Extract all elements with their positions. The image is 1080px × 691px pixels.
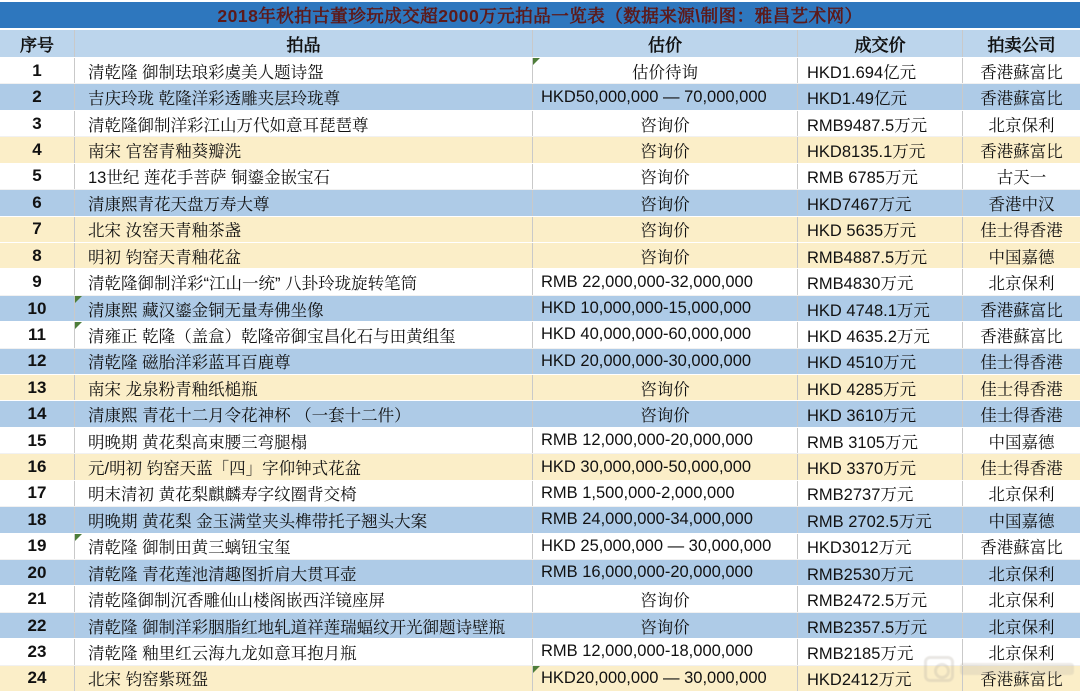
table-row bbox=[0, 428, 1080, 454]
cell-price: RMB 6785万元 bbox=[798, 164, 963, 189]
cell-price: RMB4887.5万元 bbox=[798, 243, 963, 268]
cell-lot: 清乾隆御制洋彩江山万代如意耳琵琶尊 bbox=[75, 111, 533, 136]
cell-price: HKD 4635.2万元 bbox=[798, 322, 963, 347]
cell-lot: 清雍正 乾隆（盖盒）乾隆帝御宝昌化石与田黄组玺 bbox=[75, 322, 533, 347]
cell-house: 香港蘇富比 bbox=[980, 90, 1063, 109]
cell-price: HKD3012万元 bbox=[798, 534, 963, 559]
cell-price: RMB2357.5万元 bbox=[798, 613, 963, 638]
cell-estimate: 咨询价 bbox=[533, 243, 798, 268]
table-body bbox=[0, 58, 1080, 691]
cell-house: 佳士得香港 bbox=[980, 407, 1063, 426]
cell-estimate: HKD 40,000,000-60,000,000 bbox=[533, 322, 798, 347]
table-row bbox=[0, 190, 1080, 216]
table-row bbox=[0, 454, 1080, 480]
cell-estimate: 咨询价 bbox=[533, 164, 798, 189]
cell-estimate: 估价待询 bbox=[533, 58, 798, 83]
cell-no: 16 bbox=[0, 454, 75, 479]
cell-house: 香港中汉 bbox=[988, 195, 1055, 214]
table-row bbox=[0, 111, 1080, 137]
cell-estimate: RMB 16,000,000-20,000,000 bbox=[533, 560, 798, 585]
cell-price: RMB9487.5万元 bbox=[798, 111, 963, 136]
cell-lot: 清乾隆御制洋彩“江山一统” 八卦玲珑旋转笔筒 bbox=[75, 269, 533, 294]
table-row bbox=[0, 243, 1080, 269]
cell-estimate: 咨询价 bbox=[533, 190, 798, 215]
cell-house: 北京保利 bbox=[988, 618, 1055, 637]
cell-estimate: RMB 24,000,000-34,000,000 bbox=[533, 507, 798, 532]
cell-house: 中国嘉德 bbox=[988, 248, 1055, 267]
cell-house: 北京保利 bbox=[988, 592, 1055, 611]
cell-lot: 北宋 钧窑紫斑盌 bbox=[75, 666, 533, 691]
table-header bbox=[0, 30, 1080, 58]
cell-lot: 清乾隆 磁胎洋彩蓝耳百鹿尊 bbox=[75, 349, 533, 374]
cell-estimate: 咨询价 bbox=[533, 613, 798, 638]
cell-no: 14 bbox=[0, 401, 75, 426]
cell-price: HKD 4285万元 bbox=[798, 375, 963, 400]
cell-lot: 北宋 汝窑天青釉茶盏 bbox=[75, 217, 533, 242]
cell-lot: 清乾隆 御制田黄三螭钮宝玺 bbox=[75, 534, 533, 559]
table-row bbox=[0, 613, 1080, 639]
cell-house: 古天一 bbox=[996, 169, 1047, 188]
cell-house: 佳士得香港 bbox=[980, 380, 1063, 399]
cell-price: RMB 2702.5万元 bbox=[798, 507, 963, 532]
table-row bbox=[0, 481, 1080, 507]
cell-no: 11 bbox=[0, 322, 75, 347]
cell-house: 香港蘇富比 bbox=[980, 671, 1063, 690]
cell-price: HKD1.694亿元 bbox=[798, 58, 963, 83]
cell-house: 北京保利 bbox=[988, 275, 1055, 294]
cell-no: 17 bbox=[0, 481, 75, 506]
cell-no: 18 bbox=[0, 507, 75, 532]
cell-estimate: 咨询价 bbox=[533, 401, 798, 426]
cell-price: HKD7467万元 bbox=[798, 190, 963, 215]
cell-house: 香港蘇富比 bbox=[980, 142, 1063, 161]
cell-lot: 清乾隆 青花莲池清趣图折肩大贯耳壶 bbox=[75, 560, 533, 585]
cell-house: 中国嘉德 bbox=[988, 433, 1055, 452]
cell-estimate: HKD50,000,000 — 70,000,000 bbox=[533, 84, 798, 109]
cell-estimate: RMB 12,000,000-20,000,000 bbox=[533, 428, 798, 453]
cell-house: 香港蘇富比 bbox=[980, 327, 1063, 346]
cell-estimate: RMB 12,000,000-18,000,000 bbox=[533, 639, 798, 664]
cell-house: 香港蘇富比 bbox=[980, 301, 1063, 320]
cell-estimate: RMB 22,000,000-32,000,000 bbox=[533, 269, 798, 294]
table-row bbox=[0, 586, 1080, 612]
cell-price: RMB2472.5万元 bbox=[798, 586, 963, 611]
cell-house: 佳士得香港 bbox=[980, 354, 1063, 373]
cell-house: 北京保利 bbox=[988, 116, 1055, 135]
cell-estimate: 咨询价 bbox=[533, 111, 798, 136]
cell-house: 佳士得香港 bbox=[980, 222, 1063, 241]
cell-no: 7 bbox=[0, 217, 75, 242]
cell-lot: 清乾隆 御制洋彩胭脂红地轧道祥莲瑞蝠纹开光御题诗壁瓶 bbox=[75, 613, 533, 638]
table-row bbox=[0, 349, 1080, 375]
cell-no: 4 bbox=[0, 137, 75, 162]
cell-price: HKD1.49亿元 bbox=[798, 84, 963, 109]
cell-price: RMB2737万元 bbox=[798, 481, 963, 506]
table-row bbox=[0, 375, 1080, 401]
cell-lot: 清康熙 青花十二月令花神杯 （一套十二件） bbox=[75, 401, 533, 426]
table-row bbox=[0, 322, 1080, 348]
cell-price: HKD 5635万元 bbox=[798, 217, 963, 242]
cell-lot: 清康熙青花天盘万寿大尊 bbox=[75, 190, 533, 215]
cell-lot: 吉庆玲珑 乾隆洋彩透雕夹层玲珑尊 bbox=[75, 84, 533, 109]
cell-estimate: 咨询价 bbox=[533, 586, 798, 611]
cell-no: 5 bbox=[0, 164, 75, 189]
cell-estimate: HKD 10,000,000-15,000,000 bbox=[533, 296, 798, 321]
cell-price: HKD2412万元 bbox=[798, 666, 963, 691]
table-row bbox=[0, 217, 1080, 243]
cell-lot: 元/明初 钧窑天蓝「四」字仰钟式花盆 bbox=[75, 454, 533, 479]
cell-no: 21 bbox=[0, 586, 75, 611]
table-row bbox=[0, 164, 1080, 190]
cell-price: RMB4830万元 bbox=[798, 269, 963, 294]
cell-no: 6 bbox=[0, 190, 75, 215]
cell-no: 3 bbox=[0, 111, 75, 136]
cell-no: 13 bbox=[0, 375, 75, 400]
cell-no: 23 bbox=[0, 639, 75, 664]
table-row bbox=[0, 58, 1080, 84]
cell-lot: 清乾隆 御制珐琅彩虞美人题诗盌 bbox=[75, 58, 533, 83]
cell-no: 24 bbox=[0, 666, 75, 691]
table-row bbox=[0, 666, 1080, 691]
table-row bbox=[0, 269, 1080, 295]
cell-house: 佳士得香港 bbox=[980, 460, 1063, 479]
table-row bbox=[0, 560, 1080, 586]
header-col-no: 序号 bbox=[0, 30, 75, 57]
cell-house: 香港蘇富比 bbox=[980, 539, 1063, 558]
cell-lot: 南宋 官窑青釉葵瓣洗 bbox=[75, 137, 533, 162]
cell-price: HKD 4510万元 bbox=[798, 349, 963, 374]
cell-lot: 明初 钧窑天青釉花盆 bbox=[75, 243, 533, 268]
cell-lot: 南宋 龙泉粉青釉纸槌瓶 bbox=[75, 375, 533, 400]
cell-no: 22 bbox=[0, 613, 75, 638]
cell-lot: 明晚期 黄花梨高束腰三弯腿榻 bbox=[75, 428, 533, 453]
cell-no: 12 bbox=[0, 349, 75, 374]
cell-no: 15 bbox=[0, 428, 75, 453]
table-row bbox=[0, 507, 1080, 533]
header-col-estimate: 估价 bbox=[533, 30, 798, 57]
header-col-lot: 拍品 bbox=[75, 30, 533, 57]
cell-price: RMB2530万元 bbox=[798, 560, 963, 585]
cell-no: 20 bbox=[0, 560, 75, 585]
cell-price: HKD 3610万元 bbox=[798, 401, 963, 426]
cell-no: 10 bbox=[0, 296, 75, 321]
table-row bbox=[0, 534, 1080, 560]
cell-no: 2 bbox=[0, 84, 75, 109]
cell-price: HKD 4748.1万元 bbox=[798, 296, 963, 321]
cell-lot: 清康熙 藏汉鎏金铜无量寿佛坐像 bbox=[75, 296, 533, 321]
cell-price: HKD8135.1万元 bbox=[798, 137, 963, 162]
table-row bbox=[0, 401, 1080, 427]
cell-lot: 13世纪 莲花手菩萨 铜鎏金嵌宝石 bbox=[75, 164, 533, 189]
cell-estimate: RMB 1,500,000-2,000,000 bbox=[533, 481, 798, 506]
cell-lot: 清乾隆御制沉香雕仙山楼阁嵌西洋镜座屏 bbox=[75, 586, 533, 611]
cell-no: 8 bbox=[0, 243, 75, 268]
cell-estimate: 咨询价 bbox=[533, 217, 798, 242]
header-col-price: 成交价 bbox=[798, 30, 963, 57]
cell-no: 9 bbox=[0, 269, 75, 294]
cell-price: RMB2185万元 bbox=[798, 639, 963, 664]
table-row bbox=[0, 137, 1080, 163]
cell-lot: 清乾隆 釉里红云海九龙如意耳抱月瓶 bbox=[75, 639, 533, 664]
table-row bbox=[0, 84, 1080, 110]
cell-house: 北京保利 bbox=[988, 565, 1055, 584]
table-title: 2018年秋拍古董珍玩成交超2000万元拍品一览表（数据来源\制图：雅昌艺术网） bbox=[0, 2, 1080, 30]
cell-no: 1 bbox=[0, 58, 75, 83]
cell-price: HKD 3370万元 bbox=[798, 454, 963, 479]
cell-estimate: HKD20,000,000 — 30,000,000 bbox=[533, 666, 798, 691]
cell-house: 北京保利 bbox=[988, 644, 1055, 663]
table-row bbox=[0, 296, 1080, 322]
cell-lot: 明晚期 黄花梨 金玉满堂夹头榫带托子翘头大案 bbox=[75, 507, 533, 532]
cell-price: RMB 3105万元 bbox=[798, 428, 963, 453]
cell-estimate: HKD 25,000,000 — 30,000,000 bbox=[533, 534, 798, 559]
cell-estimate: HKD 20,000,000-30,000,000 bbox=[533, 349, 798, 374]
table-row bbox=[0, 639, 1080, 665]
cell-house: 中国嘉德 bbox=[988, 512, 1055, 531]
header-col-house: 拍卖公司 bbox=[987, 36, 1056, 55]
cell-house: 北京保利 bbox=[988, 486, 1055, 505]
cell-estimate: 咨询价 bbox=[533, 137, 798, 162]
cell-house: 香港蘇富比 bbox=[980, 63, 1063, 82]
cell-estimate: HKD 30,000,000-50,000,000 bbox=[533, 454, 798, 479]
cell-estimate: 咨询价 bbox=[533, 375, 798, 400]
cell-no: 19 bbox=[0, 534, 75, 559]
cell-lot: 明末清初 黄花梨麒麟寿字纹圈背交椅 bbox=[75, 481, 533, 506]
